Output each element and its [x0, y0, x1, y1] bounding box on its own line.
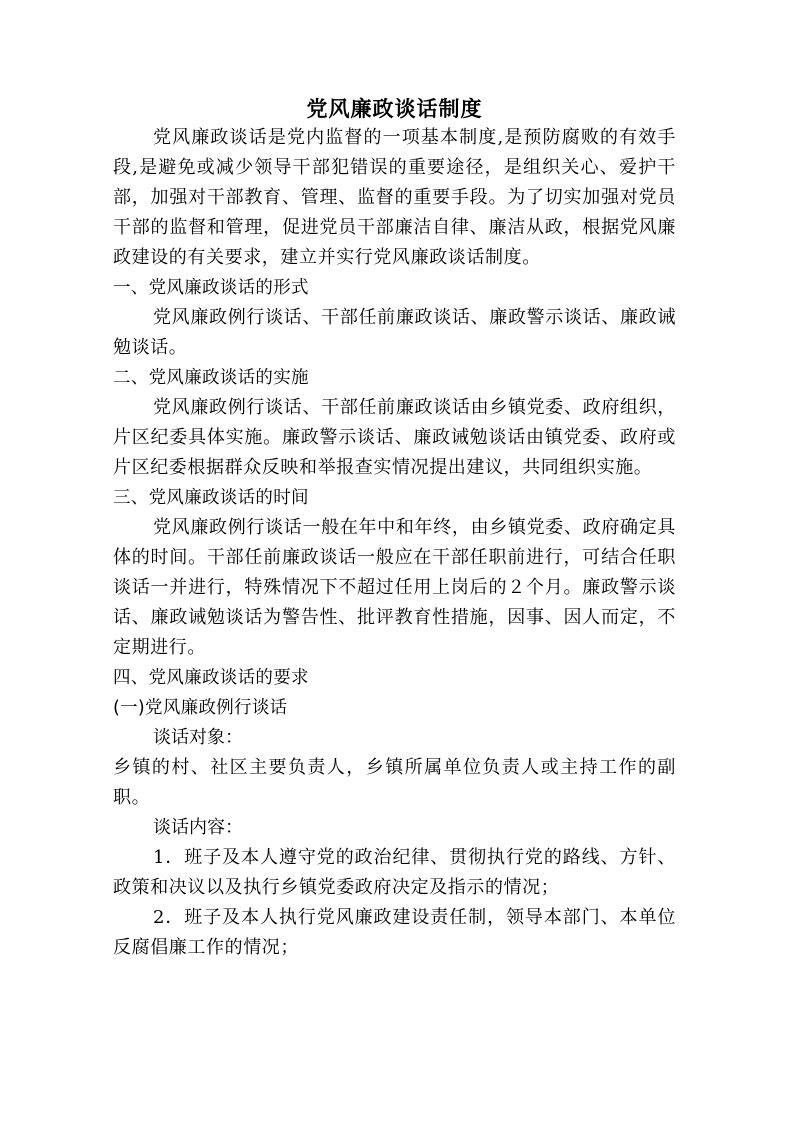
target-paragraph: 乡镇的村、社区主要负责人，乡镇所属单位负责人或主持工作的副职。 — [113, 757, 676, 808]
section-heading: 一、党风廉政谈话的形式 — [113, 278, 309, 298]
document-body — [113, 96, 676, 963]
document-title: 党风廉政谈话制度 — [306, 97, 483, 121]
target-label: 谈话对象： — [153, 727, 243, 748]
list-item: 2．班子及本人执行党风廉政建设责任制，领导本部门、本单位反腐倡廉工作的情况； — [113, 907, 676, 958]
section-heading: 二、党风廉政谈话的实施 — [113, 368, 309, 388]
intro-paragraph: 党风廉政谈话是党内监督的一项基本制度,是预防腐败的有效手段,是避免或减少领导干部犯错误的重要途径，是组织关心、爱护干部，加强对干部教育、管理、监督的重要手段。为了切实加强对党员干部的监督和管理，促进党员干部廉洁自律、廉洁从政，根据党风廉政建设的有关要求，建立并实行党风廉政谈话制度。 — [113, 127, 676, 268]
section-heading: 三、党风廉政谈话的时间 — [113, 488, 309, 508]
section-heading: 四、党风廉政谈话的要求 — [113, 668, 309, 688]
subsection-heading: (一)党风廉政例行谈话 — [113, 698, 288, 718]
section-paragraph: 党风廉政例行谈话、干部任前廉政谈话、廉政警示谈话、廉政诫勉谈话。 — [113, 307, 676, 358]
section-1 — [113, 273, 676, 363]
list-item: 1．班子及本人遵守党的政治纪律、贯彻执行党的路线、方针、政策和决议以及执行乡镇党委政府决定及指示的情况； — [113, 847, 676, 898]
section-paragraph: 党风廉政例行谈话一般在年中和年终，由乡镇党委、政府确定具体的时间。干部任前廉政谈话一般应在干部任职前进行，可结合任职谈话一并进行，特殊情况下不超过任用上岗后的２个月。廉政警示谈话、廉政诫勉谈话为警告性、批评教育性措施，因事、因人而定，不定期进行。 — [113, 517, 676, 658]
section-2 — [113, 363, 676, 483]
content-label: 谈话内容： — [153, 817, 243, 838]
section-4 — [113, 663, 676, 963]
section-paragraph: 党风廉政例行谈话、干部任前廉政谈话由乡镇党委、政府组织，片区纪委具体实施。廉政警示谈话、廉政诫勉谈话由镇党委、政府或片区纪委根据群众反映和举报查实情况提出建议，共同组织实施。 — [113, 397, 676, 478]
section-3 — [113, 483, 676, 663]
